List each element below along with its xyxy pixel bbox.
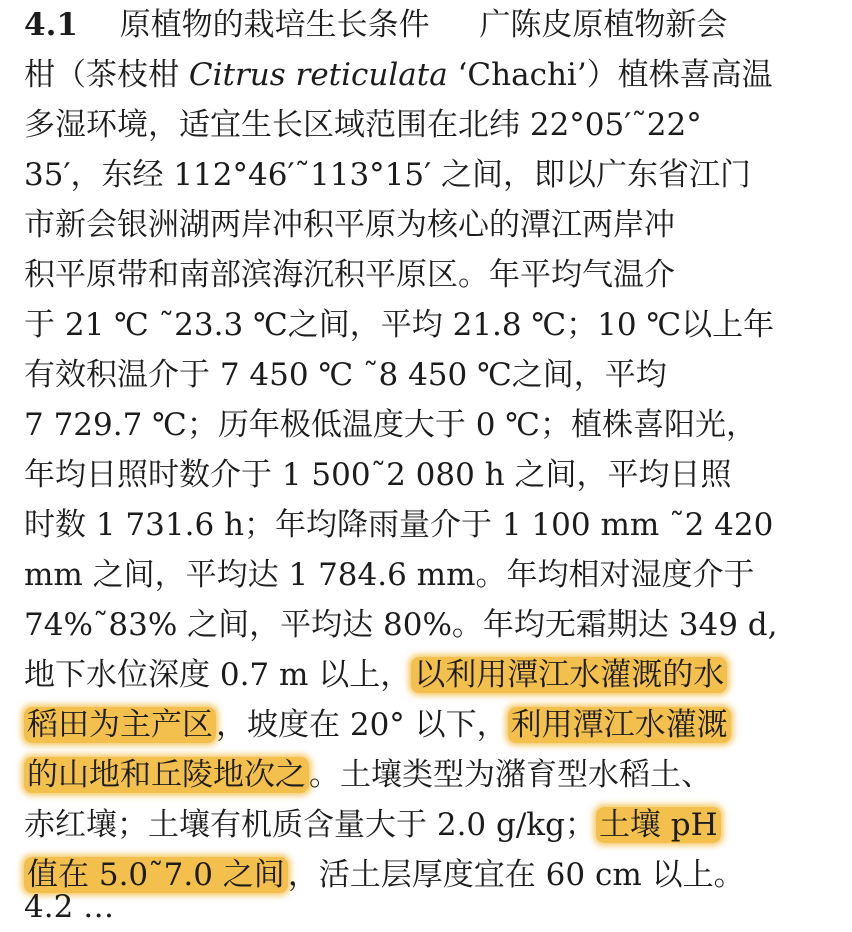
highlight-soil-ph: 土壤 pH <box>596 807 721 843</box>
intro-text: 广陈皮原植物新会 <box>479 7 728 43</box>
line17-plain: 赤红壤；土壤有机质含量大于 2.0 g/kg； <box>24 807 596 843</box>
line2-part-b: ‘Chachi’）植株喜高温 <box>447 57 773 93</box>
paragraph-line-1 <box>24 0 727 50</box>
paragraph-line-5: 市新会银洲湖两岸冲积平原为核心的潭江两岸冲 <box>24 207 675 243</box>
paragraph-line-10: 年均日照时数介于 1 500˜2 080 h 之间，平均日照 <box>24 457 732 493</box>
paragraph-line-12: mm 之间，平均达 1 784.6 mm。年均相对湿度介于 <box>24 557 755 593</box>
paragraph-line-14 <box>24 650 727 700</box>
highlight-ph-range: 值在 5.0˜7.0 之间 <box>24 857 288 893</box>
paragraph-line-17 <box>24 800 721 850</box>
section-title: 原植物的栽培生长条件 <box>119 7 430 43</box>
highlight-main-area: 以利用潭江水灌溉的水 <box>411 657 727 693</box>
paragraph-line-7: 于 21 ℃ ˜23.3 ℃之间，平均 21.8 ℃；10 ℃以上年 <box>24 307 775 343</box>
paragraph-line-4: 35′，东经 112°46′˜113°15′ 之间，即以广东省江门 <box>24 157 752 193</box>
paragraph-line-2 <box>24 50 773 100</box>
line15-plain: ，坡度在 20° 以下， <box>216 707 508 743</box>
paragraph-line-15 <box>24 700 731 750</box>
paragraph-line-9: 7 729.7 ℃；历年极低温度大于 0 ℃；植株喜阳光， <box>24 407 757 443</box>
paragraph-line-11: 时数 1 731.6 h；年均降雨量介于 1 100 mm ˜2 420 <box>24 507 774 543</box>
cropped-next-line <box>24 889 836 925</box>
paragraph-line-8: 有效积温介于 7 450 ℃ ˜8 450 ℃之间，平均 <box>24 357 667 393</box>
line14-plain: 地下水位深度 0.7 m 以上， <box>24 657 412 693</box>
line18-plain: ，活土层厚度宜在 60 cm 以上。 <box>287 857 745 893</box>
cropped-next-line-text: 4.2 … <box>24 889 115 925</box>
highlight-irrigation: 利用潭江水灌溉 <box>508 707 731 743</box>
line2-part-a: 柑（茶枝柑 <box>24 57 189 93</box>
paragraph-line-16 <box>24 750 712 800</box>
line16-plain: 。土壤类型为潴育型水稻土、 <box>309 757 712 793</box>
paragraph-line-6: 积平原带和南部滨海沉积平原区。年平均气温介 <box>24 257 675 293</box>
highlight-paddy: 稻田为主产区 <box>24 707 216 743</box>
paragraph-line-13: 74%˜83% 之间，平均达 80%。年均无霜期达 349 d, <box>24 607 778 643</box>
highlight-hills: 的山地和丘陵地次之 <box>24 757 309 793</box>
section-number: 4.1 <box>24 7 78 43</box>
species-name: Citrus reticulata <box>188 57 448 93</box>
paragraph-line-3: 多湿环境，适宜生长区域范围在北纬 22°05′˜22° <box>24 107 702 143</box>
